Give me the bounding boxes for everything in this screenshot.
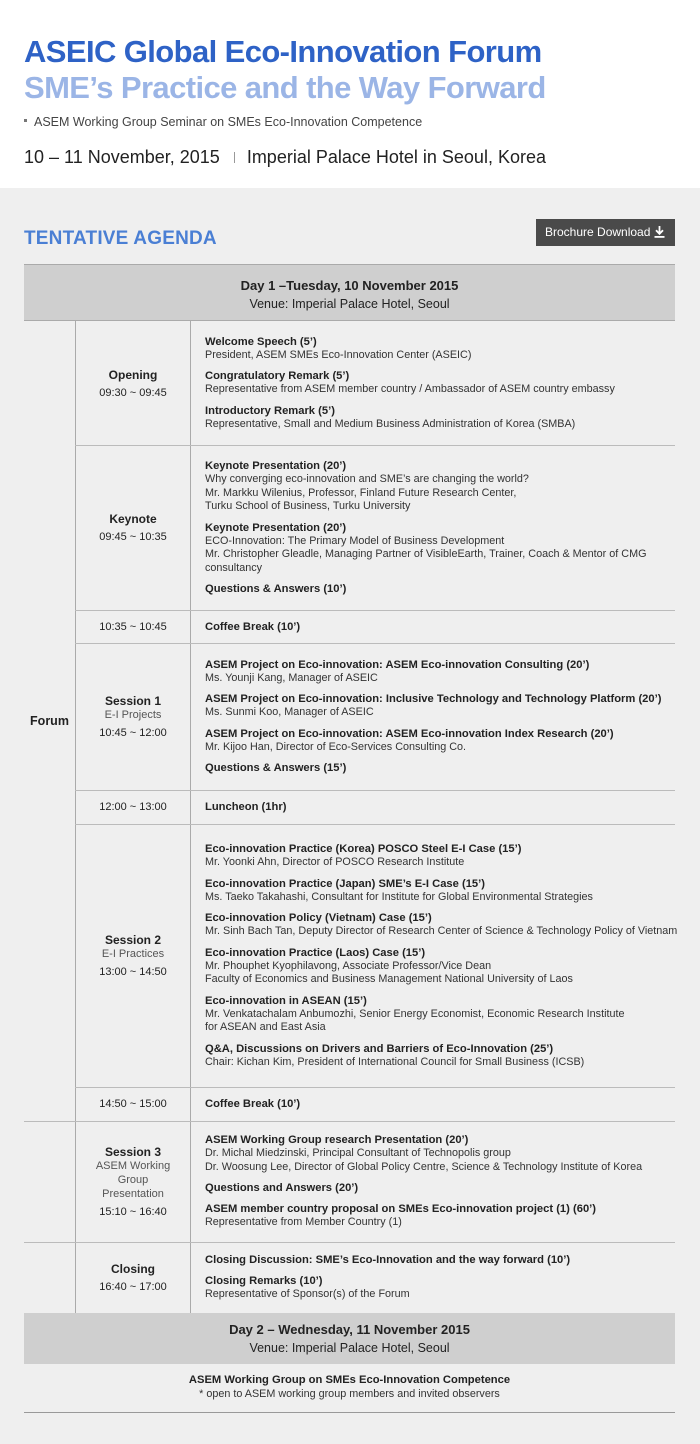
session-time: 09:45 ~ 10:35 — [99, 531, 167, 543]
agenda-item — [205, 1097, 675, 1111]
session-subtitle: ASEM Working Group Presentation — [95, 1160, 171, 1200]
agenda-item-detail: Representative from Member Country (1) — [205, 1216, 402, 1229]
session-content-cell — [191, 321, 675, 445]
agenda-item-detail: Chair: Kichan Kim, President of International Council for Small Business (ICSB) — [205, 1055, 585, 1068]
agenda-item-detail: Representative, Small and Medium Business Administration of Korea (SMBA) — [205, 417, 576, 430]
agenda-item — [205, 521, 675, 576]
session-time-cell — [76, 790, 190, 824]
agenda-item-detail: Faculty of Economics and Business Management National University of Laos — [205, 973, 573, 985]
day2-title: Day 2 – Wednesday, 11 November 2015 — [229, 1322, 470, 1337]
session-time-cell — [76, 610, 190, 643]
agenda-item-title: Closing Discussion: SME’s Eco-Innovation and the way forward (10’) — [205, 1254, 571, 1267]
session-content-cell — [191, 643, 675, 790]
agenda-item — [205, 911, 678, 939]
session-time-cell — [76, 321, 190, 445]
day2-note: * open to ASEM working group members and invited observers — [199, 1388, 500, 1400]
agenda-item-title: ASEM Project on Eco-innovation: ASEM Eco-innovation Index Research (20’) — [205, 727, 614, 740]
agenda-item-title: ASEM Project on Eco-innovation: ASEM Eco-innovation Consulting (20’) — [205, 658, 590, 671]
day2-details — [24, 1364, 675, 1413]
session-content-cell — [191, 1087, 675, 1121]
agenda-item — [205, 459, 675, 514]
day2-event: ASEM Working Group on SMEs Eco-Innovation Competence — [188, 1374, 511, 1386]
agenda-item-detail: Mr. Venkatachalam Anbumozhi, Senior Energy Economist, Economic Research Institute — [205, 1007, 625, 1020]
session-time: 10:35 ~ 10:45 — [99, 620, 167, 633]
day2-venue: Venue: Imperial Palace Hotel, Seoul — [249, 1341, 450, 1355]
agenda-item-title: Keynote Presentation (20’) — [205, 521, 347, 534]
agenda-item-title: Questions & Answers (10’) — [205, 583, 347, 595]
agenda-item-detail: Mr. Yoonki Ahn, Director of POSCO Research Institute — [205, 856, 465, 868]
agenda-item — [205, 658, 675, 686]
session-content-cell — [191, 445, 675, 610]
session-time-cell — [76, 824, 190, 1087]
group-label-forum: Forum — [30, 714, 69, 728]
agenda-item-title: Closing Remarks (10’) — [205, 1275, 323, 1288]
session-name: Session 3 — [104, 1145, 162, 1159]
agenda-item-title: Luncheon (1hr) — [205, 801, 287, 813]
agenda-item-detail: Mr. Markku Wilenius, Professor, Finland Future Research Center, — [205, 486, 517, 499]
agenda-item-detail: Dr. Woosung Lee, Director of Global Policy Centre, Science & Technology Institute of Korea — [205, 1160, 643, 1173]
brochure-download-label: Brochure Download — [545, 225, 651, 239]
agenda-item-title: Congratulatory Remark (5’) — [205, 370, 350, 383]
session-time-cell — [76, 1242, 190, 1313]
session-time: 15:10 ~ 16:40 — [99, 1206, 167, 1218]
agenda-item — [205, 1042, 675, 1070]
agenda-item — [205, 946, 675, 987]
bullet-square-icon — [24, 119, 27, 122]
session-time: 13:00 ~ 14:50 — [99, 966, 167, 978]
agenda-item-title: Eco-innovation Practice (Japan) SME’s E-I Case (15’) — [205, 877, 485, 890]
agenda-item — [205, 1202, 675, 1230]
agenda-item-detail: consultancy — [205, 561, 263, 574]
event-date-venue — [24, 147, 546, 168]
event-dates: 10 – 11 November, 2015 — [24, 147, 220, 167]
day2-header — [24, 1313, 675, 1364]
agenda-table — [24, 320, 678, 1313]
session-time-cell — [76, 1087, 190, 1121]
agenda-item — [205, 582, 675, 596]
day1-title: Day 1 –Tuesday, 10 November 2015 — [240, 278, 459, 293]
agenda-item — [205, 369, 675, 397]
agenda-item-detail: ECO-Innovation: The Primary Model of Business Development — [205, 534, 505, 547]
agenda-item-detail: Ms. Taeko Takahashi, Consultant for Institute for Global Environmental Strategies — [205, 890, 593, 903]
agenda-item — [205, 335, 675, 363]
agenda-item — [205, 620, 675, 634]
session-time: 12:00 ~ 13:00 — [99, 801, 167, 813]
agenda-item-title: Eco-innovation Practice (Laos) Case (15’) — [205, 946, 426, 959]
agenda-item-detail: for ASEAN and East Asia — [205, 1021, 326, 1033]
session-content-cell — [191, 610, 675, 643]
page-title: ASEIC Global Eco-Innovation Forum — [24, 34, 542, 69]
agenda-item-detail: Ms. Younji Kang, Manager of ASEIC — [205, 671, 378, 684]
download-icon — [654, 226, 665, 238]
agenda-item — [205, 761, 675, 775]
agenda-item — [205, 842, 675, 870]
session-content-cell — [191, 824, 678, 1087]
session-time-cell — [76, 1121, 190, 1242]
agenda-item-title: Keynote Presentation (20’) — [205, 460, 347, 472]
agenda-item — [205, 800, 675, 814]
agenda-item — [205, 994, 675, 1035]
session-time: 14:50 ~ 15:00 — [99, 1098, 167, 1110]
agenda-item-title: ASEM Working Group research Presentation (20’) — [205, 1134, 469, 1147]
event-venue: Imperial Palace Hotel in Seoul, Korea — [246, 147, 546, 167]
agenda-item — [205, 727, 675, 755]
session-time: 09:30 ~ 09:45 — [99, 386, 167, 399]
page-subtitle: SME’s Practice and the Way Forward — [24, 70, 546, 105]
agenda-item — [205, 1133, 675, 1174]
agenda-item-detail: Mr. Phouphet Kyophilavong, Associate Professor/Vice Dean — [205, 959, 492, 972]
agenda-item-detail: Dr. Michal Miedzinski, Principal Consultant of Technopolis group — [205, 1147, 511, 1160]
day1-header — [24, 264, 675, 321]
agenda-item-detail: President, ASEM SMEs Eco-Innovation Center (ASEIC) — [205, 348, 472, 361]
agenda-item-title: Coffee Break (10’) — [205, 620, 301, 633]
agenda-item-detail: Turku School of Business, Turku University — [205, 500, 411, 512]
session-name: Session 2 — [104, 933, 162, 947]
session-time: 10:45 ~ 12:00 — [99, 727, 167, 739]
agenda-item-detail: Mr. Kijoo Han, Director of Eco-Services Consulting Co. — [205, 740, 467, 753]
agenda-item-title: Welcome Speech (5’) — [205, 335, 317, 348]
seminar-line — [24, 115, 422, 129]
agenda-item — [205, 404, 675, 432]
session-subtitle: E-I Practices — [101, 948, 165, 960]
session-time-cell — [76, 643, 190, 790]
divider — [234, 152, 235, 163]
session-time-cell — [76, 445, 190, 610]
session-content-cell — [191, 1242, 675, 1313]
agenda-item — [205, 877, 675, 905]
agenda-item-title: ASEM Project on Eco-innovation: Inclusive Technology and Technology Platform (20’) — [205, 693, 662, 706]
agenda-item — [205, 692, 675, 720]
brochure-download-button[interactable] — [536, 219, 675, 246]
agenda-item-detail: Representative of Sponsor(s) of the Forum — [205, 1288, 410, 1301]
agenda-item-title: Eco-innovation in ASEAN (15’) — [205, 994, 367, 1007]
session-subtitle: E-I Projects — [104, 709, 162, 721]
agenda-item-detail: Mr. Christopher Gleadle, Managing Partner of VisibleEarth, Trainer, Coach & Mentor of CMG — [205, 548, 647, 560]
session-name: Closing — [111, 1262, 155, 1276]
agenda-item-title: ASEM member country proposal on SMEs Eco-innovation project (1) (60’) — [205, 1203, 596, 1216]
agenda-heading: TENTATIVE AGENDA — [24, 228, 217, 249]
agenda-item-title: Questions & Answers (15’) — [205, 762, 347, 775]
session-name: Opening — [108, 367, 158, 382]
seminar-text: ASEM Working Group Seminar on SMEs Eco-Innovation Competence — [34, 115, 423, 129]
session-content-cell — [191, 790, 675, 824]
agenda-item-title: Coffee Break (10’) — [205, 1098, 301, 1110]
agenda-item-title: Q&A, Discussions on Drivers and Barriers of Eco-Innovation (25’) — [205, 1042, 554, 1055]
session-name: Keynote — [109, 512, 157, 526]
page-header — [0, 0, 700, 188]
agenda-item-detail: Mr. Sinh Bach Tan, Deputy Director of Research Center of Science & Technology Policy of Vietnam — [205, 925, 678, 937]
agenda-item-detail: Why converging eco-innovation and SME’s are changing the world? — [205, 473, 529, 485]
agenda-item — [205, 1181, 675, 1195]
agenda-item-title: Introductory Remark (5’) — [205, 404, 335, 417]
agenda-item — [205, 1274, 675, 1302]
session-name: Session 1 — [104, 694, 162, 708]
session-content-cell — [191, 1121, 675, 1242]
agenda-item — [205, 1253, 675, 1267]
agenda-item-detail: Representative from ASEM member country / Ambassador of ASEM country embassy — [205, 383, 615, 396]
session-time: 16:40 ~ 17:00 — [99, 1281, 167, 1293]
agenda-item-title: Eco-innovation Policy (Vietnam) Case (15’) — [205, 912, 432, 924]
agenda-item-detail: Ms. Sunmi Koo, Manager of ASEIC — [205, 706, 374, 719]
day1-venue: Venue: Imperial Palace Hotel, Seoul — [249, 297, 450, 311]
agenda-item-title: Questions and Answers (20’) — [205, 1182, 359, 1195]
agenda-item-title: Eco-innovation Practice (Korea) POSCO Steel E-I Case (15’) — [205, 843, 522, 855]
